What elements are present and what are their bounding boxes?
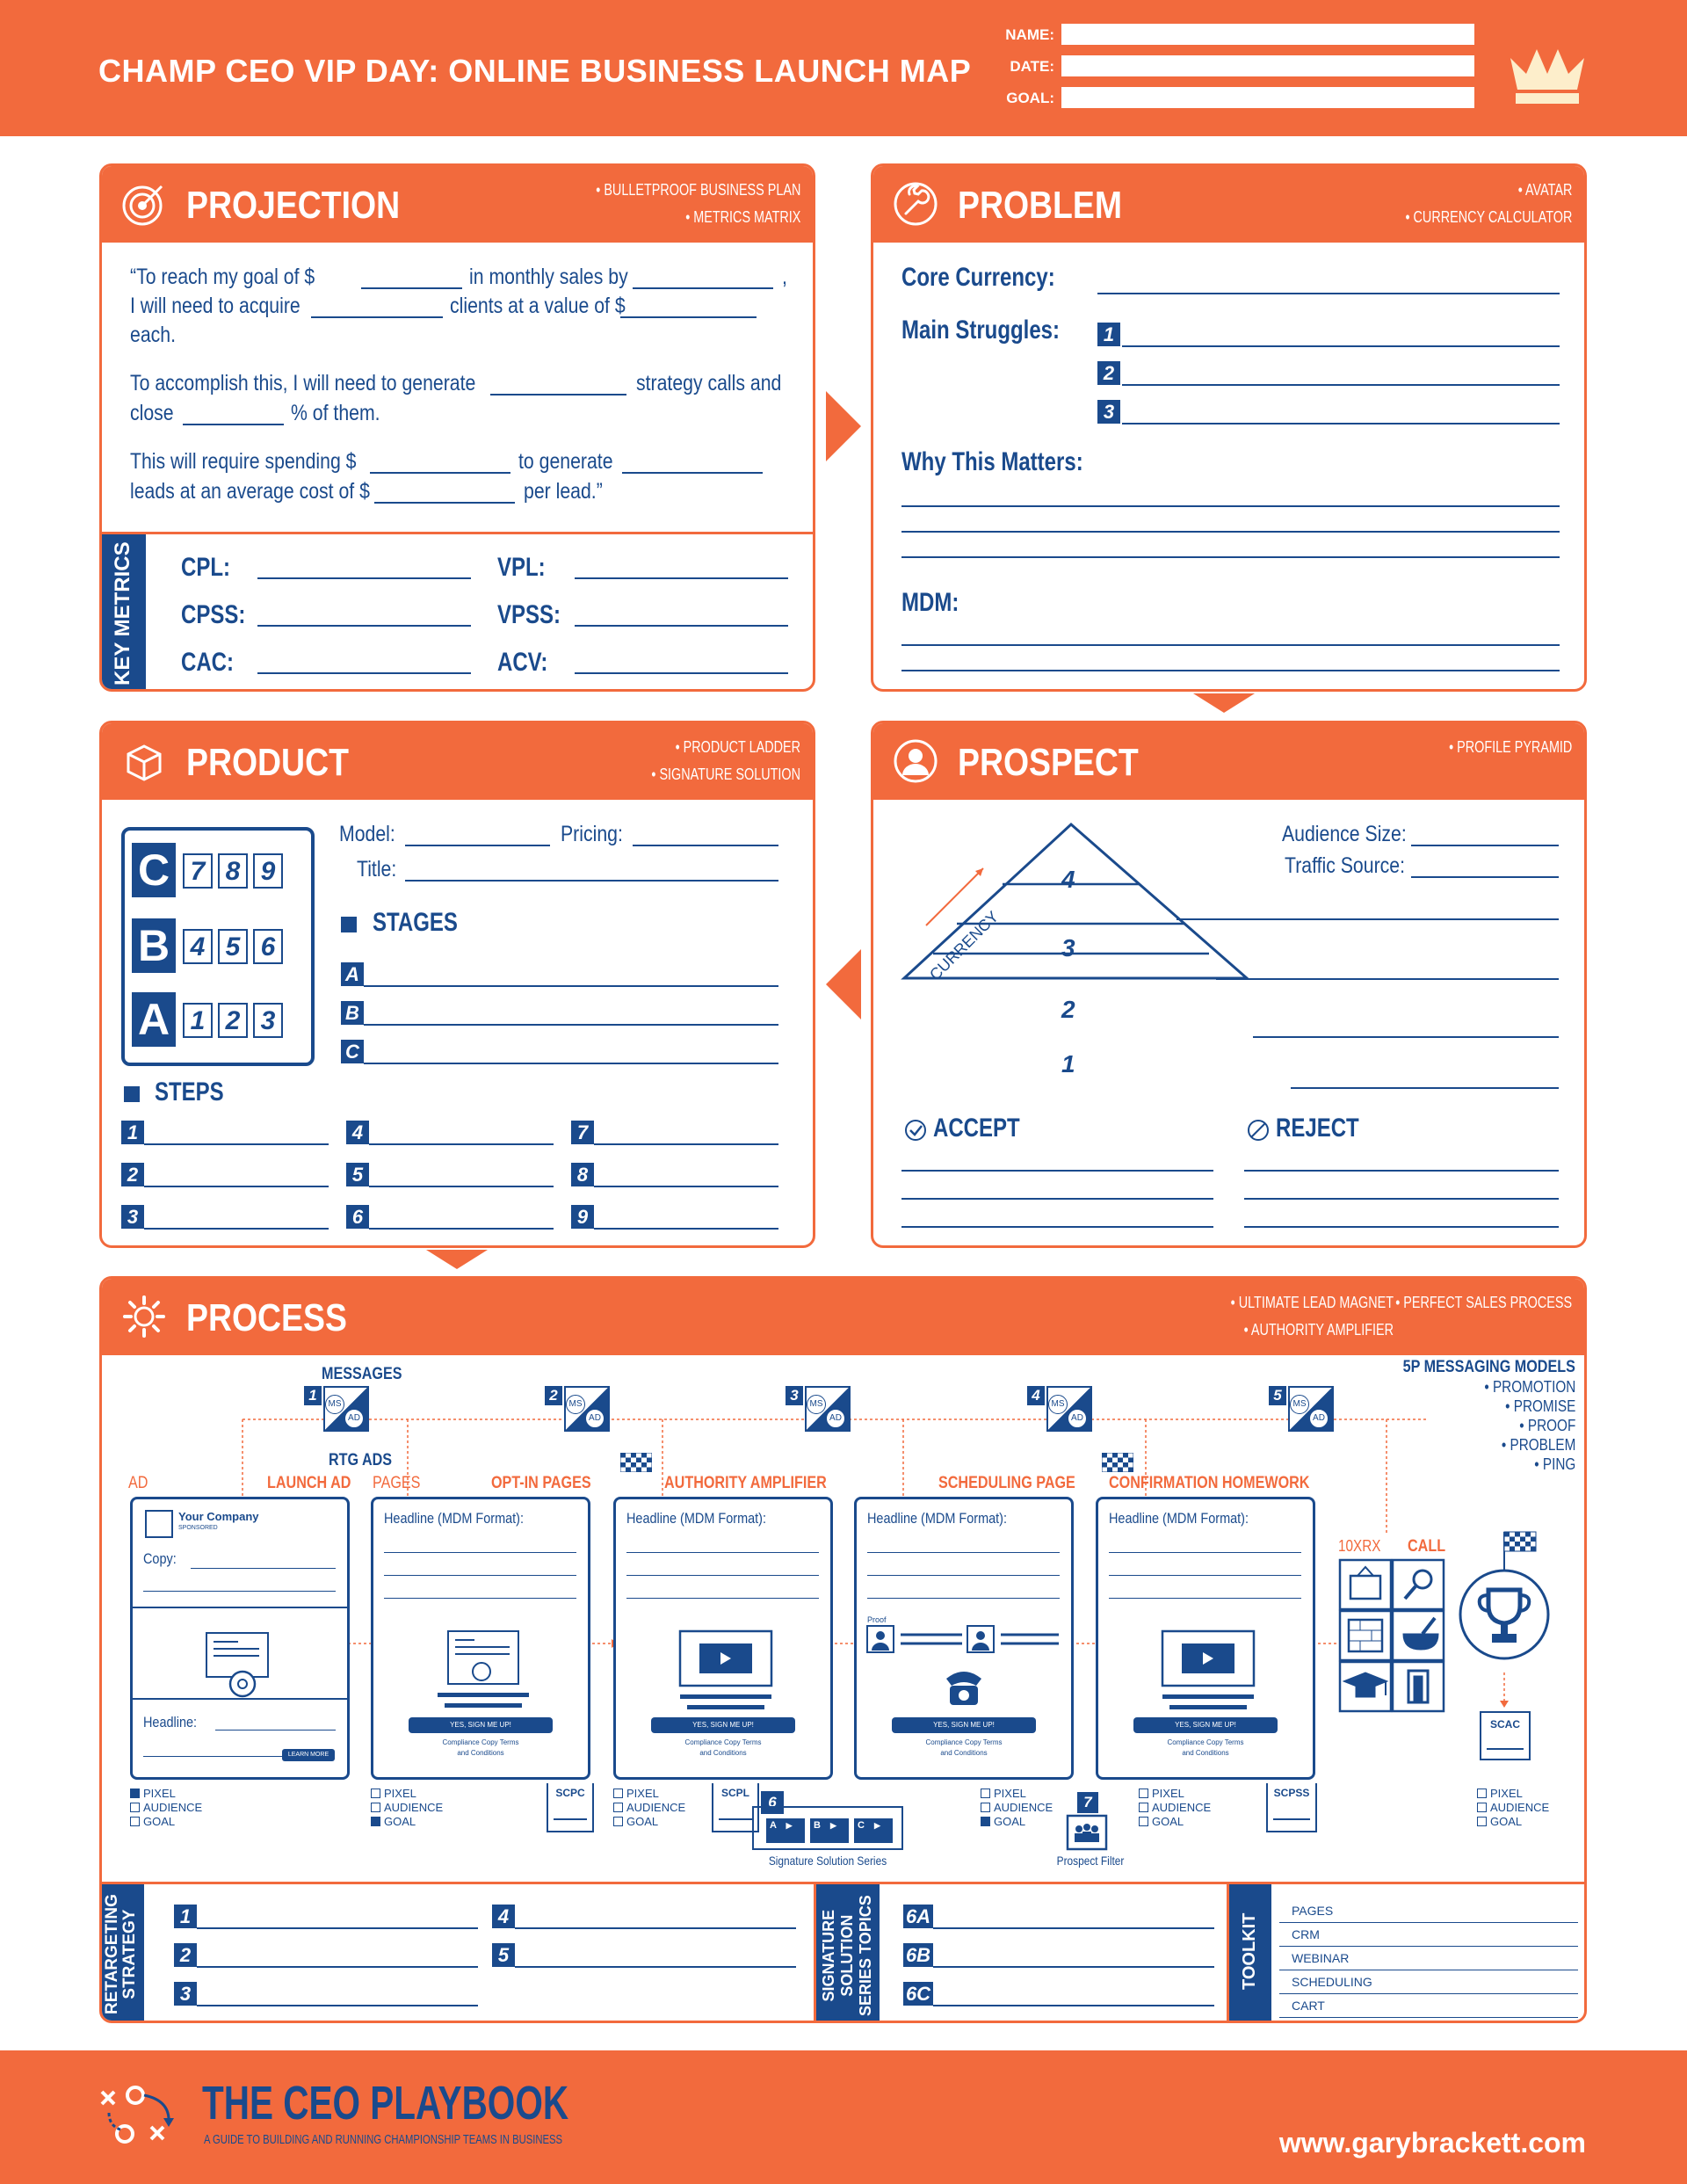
close-rate-input[interactable] xyxy=(183,424,284,425)
struggle-2-input[interactable] xyxy=(1122,384,1560,386)
arrow-left-icon xyxy=(826,949,861,1019)
cost-per-lead-input[interactable] xyxy=(374,502,515,504)
headline-label: Headline (MDM Format): xyxy=(1109,1510,1249,1527)
stage-label: LAUNCH AD xyxy=(267,1474,351,1492)
projection-text: “To reach my goal of $ xyxy=(130,265,315,289)
signup-button[interactable]: YES, SIGN ME UP! xyxy=(892,1717,1036,1733)
cac-label: CAC: xyxy=(181,648,234,677)
deadline-input[interactable] xyxy=(633,287,773,289)
projection-text: each. xyxy=(130,323,176,347)
stages-label: STAGES xyxy=(373,908,458,937)
cpss-label: CPSS: xyxy=(181,600,246,629)
compliance-text: and Conditions xyxy=(457,1749,504,1757)
why-line[interactable] xyxy=(901,531,1560,533)
strategy-calls-input[interactable] xyxy=(490,394,626,395)
projection-text: To accomplish this, I will need to generate xyxy=(130,371,476,395)
headline-label: Headline (MDM Format): xyxy=(626,1510,766,1527)
company-name: Your Company xyxy=(178,1510,259,1523)
step-input[interactable] xyxy=(369,1143,554,1145)
ladder-number: 6 xyxy=(253,929,283,964)
compliance-text: Compliance Copy Terms xyxy=(1167,1738,1244,1746)
optin-graphic xyxy=(422,1622,545,1719)
pyramid-level: 3 xyxy=(1061,934,1075,961)
step-number: 2 xyxy=(121,1163,144,1186)
model-label: Model: xyxy=(339,822,395,846)
scpl-box[interactable]: SCPL xyxy=(712,1783,759,1832)
company-logo xyxy=(145,1510,173,1538)
compliance-text: Compliance Copy Terms xyxy=(442,1738,519,1746)
cpl-input[interactable] xyxy=(257,577,471,579)
core-currency-input[interactable] xyxy=(1097,293,1560,294)
problem-panel xyxy=(871,163,1587,692)
step-number: 4 xyxy=(346,1121,369,1144)
stage-a-input[interactable] xyxy=(364,985,778,987)
stage-letter: C xyxy=(341,1040,364,1063)
projection-panel xyxy=(99,163,815,692)
brand-tagline: A GUIDE TO BUILDING AND RUNNING CHAMPIONSHIP TEAMS IN BUSINESS xyxy=(204,2132,562,2147)
step-number: 6 xyxy=(346,1205,369,1229)
reject-line[interactable] xyxy=(1244,1226,1559,1228)
projection-text: per lead.” xyxy=(524,479,603,504)
struggle-1-input[interactable] xyxy=(1122,345,1560,347)
currency-label: CURRENCY xyxy=(926,907,1003,984)
check-icon xyxy=(904,1119,927,1142)
cpl-label: CPL: xyxy=(181,553,230,582)
mdm-line[interactable] xyxy=(901,670,1560,671)
sig-input[interactable] xyxy=(933,1927,1214,1929)
series-item[interactable]: A ▶ xyxy=(766,1818,805,1843)
pyramid-level: 1 xyxy=(1061,1050,1075,1077)
process-panel xyxy=(99,1276,1587,2023)
process-tags-right: • PERFECT SALES PROCESS xyxy=(1395,1294,1572,1311)
box-icon xyxy=(121,738,167,784)
projection-text: strategy calls and xyxy=(636,371,782,395)
signup-button[interactable]: YES, SIGN ME UP! xyxy=(409,1717,553,1733)
call-checklist[interactable]: PIXEL AUDIENCE GOAL xyxy=(1477,1787,1549,1829)
traffic-label: Traffic Source: xyxy=(1285,853,1405,878)
sig-number: 6C xyxy=(903,1982,933,2006)
product-tags: • PRODUCT LADDER • SIGNATURE SOLUTION xyxy=(651,738,800,783)
projection-tags: • BULLETPROOF BUSINESS PLAN • METRICS MATRIX xyxy=(595,181,800,226)
client-value-input[interactable] xyxy=(620,316,757,318)
rt-number: 5 xyxy=(492,1943,515,1967)
reject-label: REJECT xyxy=(1276,1114,1359,1143)
message-1[interactable]: 1 MS AD xyxy=(313,1386,373,1446)
toolkit-bar: TOOLKIT xyxy=(1229,1884,1271,2023)
stage-pre-label: PAGES xyxy=(373,1474,421,1492)
pyramid-line-2[interactable] xyxy=(1253,1036,1559,1038)
ladder-number: 8 xyxy=(218,853,248,889)
process-title: PROCESS xyxy=(186,1296,347,1339)
stage-label: SCHEDULING PAGE xyxy=(938,1474,1075,1492)
why-line[interactable] xyxy=(901,556,1560,558)
rt-number: 4 xyxy=(492,1905,515,1928)
ladder-letter: B xyxy=(132,918,176,973)
sig-number: 6A xyxy=(903,1905,933,1928)
playbook-logo-icon xyxy=(97,2083,185,2149)
rt-number: 3 xyxy=(174,1982,197,2006)
crown-icon xyxy=(1507,46,1588,105)
pricing-input[interactable] xyxy=(633,845,778,846)
struggle-number: 3 xyxy=(1097,400,1120,424)
sponsored-label: SPONSORED xyxy=(178,1525,218,1531)
projection-text: to generate xyxy=(518,449,613,474)
ladder-letter: A xyxy=(132,992,176,1047)
product-title: PRODUCT xyxy=(186,741,349,784)
headline-label: Headline: xyxy=(143,1714,198,1731)
step-input[interactable] xyxy=(594,1228,778,1230)
pyramid-level: 4 xyxy=(1061,866,1075,893)
signature-topics-bar: SIGNATURE SOLUTION SERIES TOPICS xyxy=(816,1884,880,2023)
filter-number: 7 xyxy=(1077,1792,1098,1813)
ladder-number: 2 xyxy=(218,1003,248,1038)
user-icon xyxy=(893,738,938,784)
rt-number: 2 xyxy=(174,1943,197,1967)
projection-text: This will require spending $ xyxy=(130,449,357,474)
cpss-input[interactable] xyxy=(257,625,471,627)
projection-text: % of them. xyxy=(291,401,380,425)
video-player-icon xyxy=(664,1622,787,1719)
vpss-label: VPSS: xyxy=(497,600,561,629)
projection-text: leads at an average cost of $ xyxy=(130,479,370,504)
step-number: 5 xyxy=(346,1163,369,1186)
confirmation-checklist[interactable]: PIXEL AUDIENCE GOAL xyxy=(1139,1787,1211,1829)
why-line[interactable] xyxy=(901,505,1560,507)
step-input[interactable] xyxy=(369,1186,554,1187)
pricing-label: Pricing: xyxy=(561,822,623,846)
accept-line[interactable] xyxy=(901,1198,1213,1200)
scac-box[interactable]: SCAC xyxy=(1480,1711,1531,1760)
tenxrx-label: 10XRX xyxy=(1338,1537,1381,1555)
pyramid-line-4[interactable] xyxy=(1177,918,1559,920)
ladder-number: 3 xyxy=(253,1003,283,1038)
pyramid-level: 2 xyxy=(1061,996,1075,1023)
model-input[interactable] xyxy=(405,845,550,846)
mdm-line[interactable] xyxy=(901,644,1560,646)
ad-checklist[interactable]: PIXEL AUDIENCE GOAL xyxy=(130,1787,202,1829)
compliance-text: Compliance Copy Terms xyxy=(684,1738,762,1746)
message-2[interactable]: 2 MS AD xyxy=(554,1386,613,1446)
projection-text: close xyxy=(130,401,174,425)
document-gear-icon xyxy=(203,1629,282,1700)
stage-label: OPT-IN PAGES xyxy=(491,1474,591,1492)
ad-spend-input[interactable] xyxy=(370,472,510,474)
prospect-panel xyxy=(871,721,1587,1248)
audience-input[interactable] xyxy=(1411,845,1559,846)
sig-number: 6B xyxy=(903,1943,933,1967)
step-input[interactable] xyxy=(144,1228,329,1230)
trophy-icon xyxy=(1455,1528,1560,1669)
compliance-text: and Conditions xyxy=(699,1749,747,1757)
rt-input[interactable] xyxy=(515,1927,796,1929)
rt-number: 1 xyxy=(174,1905,197,1928)
ladder-number: 5 xyxy=(218,929,248,964)
service-grid[interactable] xyxy=(1338,1558,1445,1716)
scheduling-checklist[interactable]: PIXEL AUDIENCE GOAL xyxy=(981,1787,1053,1829)
message-3[interactable]: 3 MS AD xyxy=(794,1386,854,1446)
optin-checklist[interactable]: PIXEL AUDIENCE GOAL xyxy=(371,1787,443,1829)
reject-line[interactable] xyxy=(1244,1198,1559,1200)
stage-label: AUTHORITY AMPLIFIER xyxy=(664,1474,827,1492)
message-4[interactable]: 4 MS AD xyxy=(1036,1386,1096,1446)
reject-line[interactable] xyxy=(1244,1170,1559,1172)
step-input[interactable] xyxy=(369,1228,554,1230)
rt-input[interactable] xyxy=(197,2005,478,2006)
leads-input[interactable] xyxy=(622,472,763,474)
message-5[interactable]: 5 MS AD xyxy=(1278,1386,1337,1446)
stage-c-input[interactable] xyxy=(364,1063,778,1064)
authority-card[interactable] xyxy=(613,1497,833,1780)
goal-label: GOAL: xyxy=(1006,90,1054,106)
series-number: 6 xyxy=(761,1791,784,1814)
scpc-box[interactable]: SCPC xyxy=(547,1783,594,1832)
step-number: 9 xyxy=(571,1205,594,1229)
arrow-down-icon xyxy=(1193,693,1255,713)
pyramid-line-1[interactable] xyxy=(1291,1087,1559,1089)
accept-line[interactable] xyxy=(901,1226,1213,1228)
ban-icon xyxy=(1247,1119,1270,1142)
vpl-label: VPL: xyxy=(497,553,546,582)
rt-input[interactable] xyxy=(197,1966,478,1968)
ladder-letter: C xyxy=(132,843,176,897)
page-title: CHAMP CEO VIP DAY: ONLINE BUSINESS LAUNCH MAP xyxy=(98,53,972,89)
rtg-ads-label: RTG ADS xyxy=(329,1451,393,1469)
acv-label: ACV: xyxy=(497,648,548,677)
proof-label: Proof xyxy=(867,1615,887,1624)
sig-input[interactable] xyxy=(933,2005,1214,2006)
scpss-box[interactable]: SCPSS xyxy=(1266,1783,1317,1832)
video-player-icon xyxy=(1147,1622,1270,1719)
ladder-number: 1 xyxy=(183,1003,213,1038)
step-input[interactable] xyxy=(144,1143,329,1145)
models-list: • PROMOTION • PROMISE • PROOF • PROBLEM • PING xyxy=(1484,1378,1575,1473)
stage-pre-label: AD xyxy=(128,1474,148,1492)
headline-label: Headline (MDM Format): xyxy=(384,1510,524,1527)
prospect-filter-icon[interactable] xyxy=(1065,1813,1109,1852)
projection-text: clients at a value of $ xyxy=(450,294,626,318)
ad-card[interactable] xyxy=(130,1497,350,1780)
wrench-icon xyxy=(893,181,938,227)
projection-text: , xyxy=(782,265,787,289)
flow-arrow-down xyxy=(1498,1672,1510,1708)
problem-title: PROBLEM xyxy=(958,184,1122,227)
checkered-flag-icon xyxy=(620,1453,652,1472)
clients-input[interactable] xyxy=(311,316,443,318)
product-panel xyxy=(99,721,815,1248)
date-label: DATE: xyxy=(1010,58,1054,75)
title-input[interactable] xyxy=(405,880,778,882)
projection-title: PROJECTION xyxy=(186,184,401,227)
steps-bullet xyxy=(124,1086,140,1102)
main-struggles-label: Main Struggles: xyxy=(901,316,1061,345)
steps-label: STEPS xyxy=(155,1077,224,1107)
problem-tags: • AVATAR • CURRENCY CALCULATOR xyxy=(1405,181,1572,226)
struggle-number: 2 xyxy=(1097,361,1120,385)
confirmation-card[interactable] xyxy=(1096,1497,1315,1780)
call-label: CALL xyxy=(1408,1537,1446,1556)
traffic-input[interactable] xyxy=(1411,876,1559,878)
accept-line[interactable] xyxy=(901,1170,1213,1172)
stage-label: CONFIRMATION HOMEWORK xyxy=(1109,1474,1310,1492)
sig-input[interactable] xyxy=(933,1966,1214,1968)
step-number: 8 xyxy=(571,1163,594,1186)
signature-series-label: Signature Solution Series xyxy=(768,1854,887,1868)
acv-input[interactable] xyxy=(575,672,788,674)
audience-label: Audience Size: xyxy=(1282,822,1407,846)
messages-label: MESSAGES xyxy=(322,1365,402,1383)
arrow-down-icon xyxy=(426,1250,488,1269)
authority-checklist[interactable]: PIXEL AUDIENCE GOAL xyxy=(613,1787,685,1829)
ladder-number: 4 xyxy=(183,929,213,964)
core-currency-label: Core Currency: xyxy=(901,263,1055,292)
signup-button[interactable]: YES, SIGN ME UP! xyxy=(1133,1717,1278,1733)
scheduling-card[interactable] xyxy=(854,1497,1074,1780)
step-number: 7 xyxy=(571,1121,594,1144)
step-input[interactable] xyxy=(594,1143,778,1145)
projection-text: in monthly sales by xyxy=(469,265,628,289)
checkered-flag-icon xyxy=(1102,1453,1133,1472)
struggle-number: 1 xyxy=(1097,323,1120,346)
models-title: 5P MESSAGING MODELS xyxy=(1402,1358,1575,1376)
why-matters-label: Why This Matters: xyxy=(901,447,1083,476)
struggle-3-input[interactable] xyxy=(1122,423,1560,424)
pyramid-line-3[interactable] xyxy=(1216,978,1559,980)
mdm-label: MDM: xyxy=(901,588,959,617)
signup-button[interactable]: YES, SIGN ME UP! xyxy=(651,1717,795,1733)
prospect-filter-label: Prospect Filter xyxy=(1056,1854,1125,1868)
stage-b-input[interactable] xyxy=(364,1024,778,1026)
learn-more-button[interactable]: LEARN MORE xyxy=(282,1749,335,1761)
goal-amount-input[interactable] xyxy=(361,287,462,289)
prospect-title: PROSPECT xyxy=(958,741,1139,784)
stage-letter: B xyxy=(341,1001,364,1025)
series-item[interactable]: B ▶ xyxy=(810,1818,849,1843)
step-input[interactable] xyxy=(594,1186,778,1187)
target-icon xyxy=(121,181,167,227)
ladder-number: 7 xyxy=(183,853,213,889)
toolkit-list[interactable]: PAGES CRM WEBINAR SCHEDULING CART xyxy=(1279,1899,1578,2018)
copy-label: Copy: xyxy=(143,1550,177,1567)
step-number: 3 xyxy=(121,1205,144,1229)
title-label: Title: xyxy=(357,857,397,882)
step-number: 1 xyxy=(121,1121,144,1144)
prospect-tags: • PROFILE PYRAMID xyxy=(1448,738,1572,756)
projection-text: I will need to acquire xyxy=(130,294,300,318)
retargeting-bar: RETARGETING STRATEGY xyxy=(102,1884,144,2023)
website-link[interactable]: www.garybrackett.com xyxy=(1278,2127,1586,2159)
name-label: NAME: xyxy=(1005,26,1054,43)
step-input[interactable] xyxy=(144,1186,329,1187)
stages-bullet xyxy=(341,917,357,932)
cac-input[interactable] xyxy=(257,672,471,674)
date-field[interactable] xyxy=(1061,55,1474,76)
stage-letter: A xyxy=(341,962,364,986)
arrow-right-icon xyxy=(826,391,861,461)
compliance-text: Compliance Copy Terms xyxy=(925,1738,1003,1746)
rt-input[interactable] xyxy=(197,1927,478,1929)
compliance-text: and Conditions xyxy=(940,1749,988,1757)
ladder-number: 9 xyxy=(253,853,283,889)
name-field[interactable] xyxy=(1061,24,1474,45)
accept-label: ACCEPT xyxy=(933,1114,1020,1143)
series-item[interactable]: C ▶ xyxy=(854,1818,893,1843)
vpl-input[interactable] xyxy=(575,577,788,579)
rt-input[interactable] xyxy=(515,1966,796,1968)
vpss-input[interactable] xyxy=(575,625,788,627)
testimonials-phone-icon xyxy=(865,1624,1062,1712)
optin-card[interactable] xyxy=(371,1497,590,1780)
key-metrics-bar: KEY METRICS xyxy=(102,534,146,692)
goal-field[interactable] xyxy=(1061,87,1474,108)
headline-label: Headline (MDM Format): xyxy=(867,1510,1007,1527)
gear-icon xyxy=(121,1294,167,1339)
process-tags-left: • ULTIMATE LEAD MAGNET • AUTHORITY AMPLIFIER xyxy=(1230,1294,1394,1339)
brand-name: THE CEO PLAYBOOK xyxy=(202,2077,569,2130)
compliance-text: and Conditions xyxy=(1182,1749,1229,1757)
